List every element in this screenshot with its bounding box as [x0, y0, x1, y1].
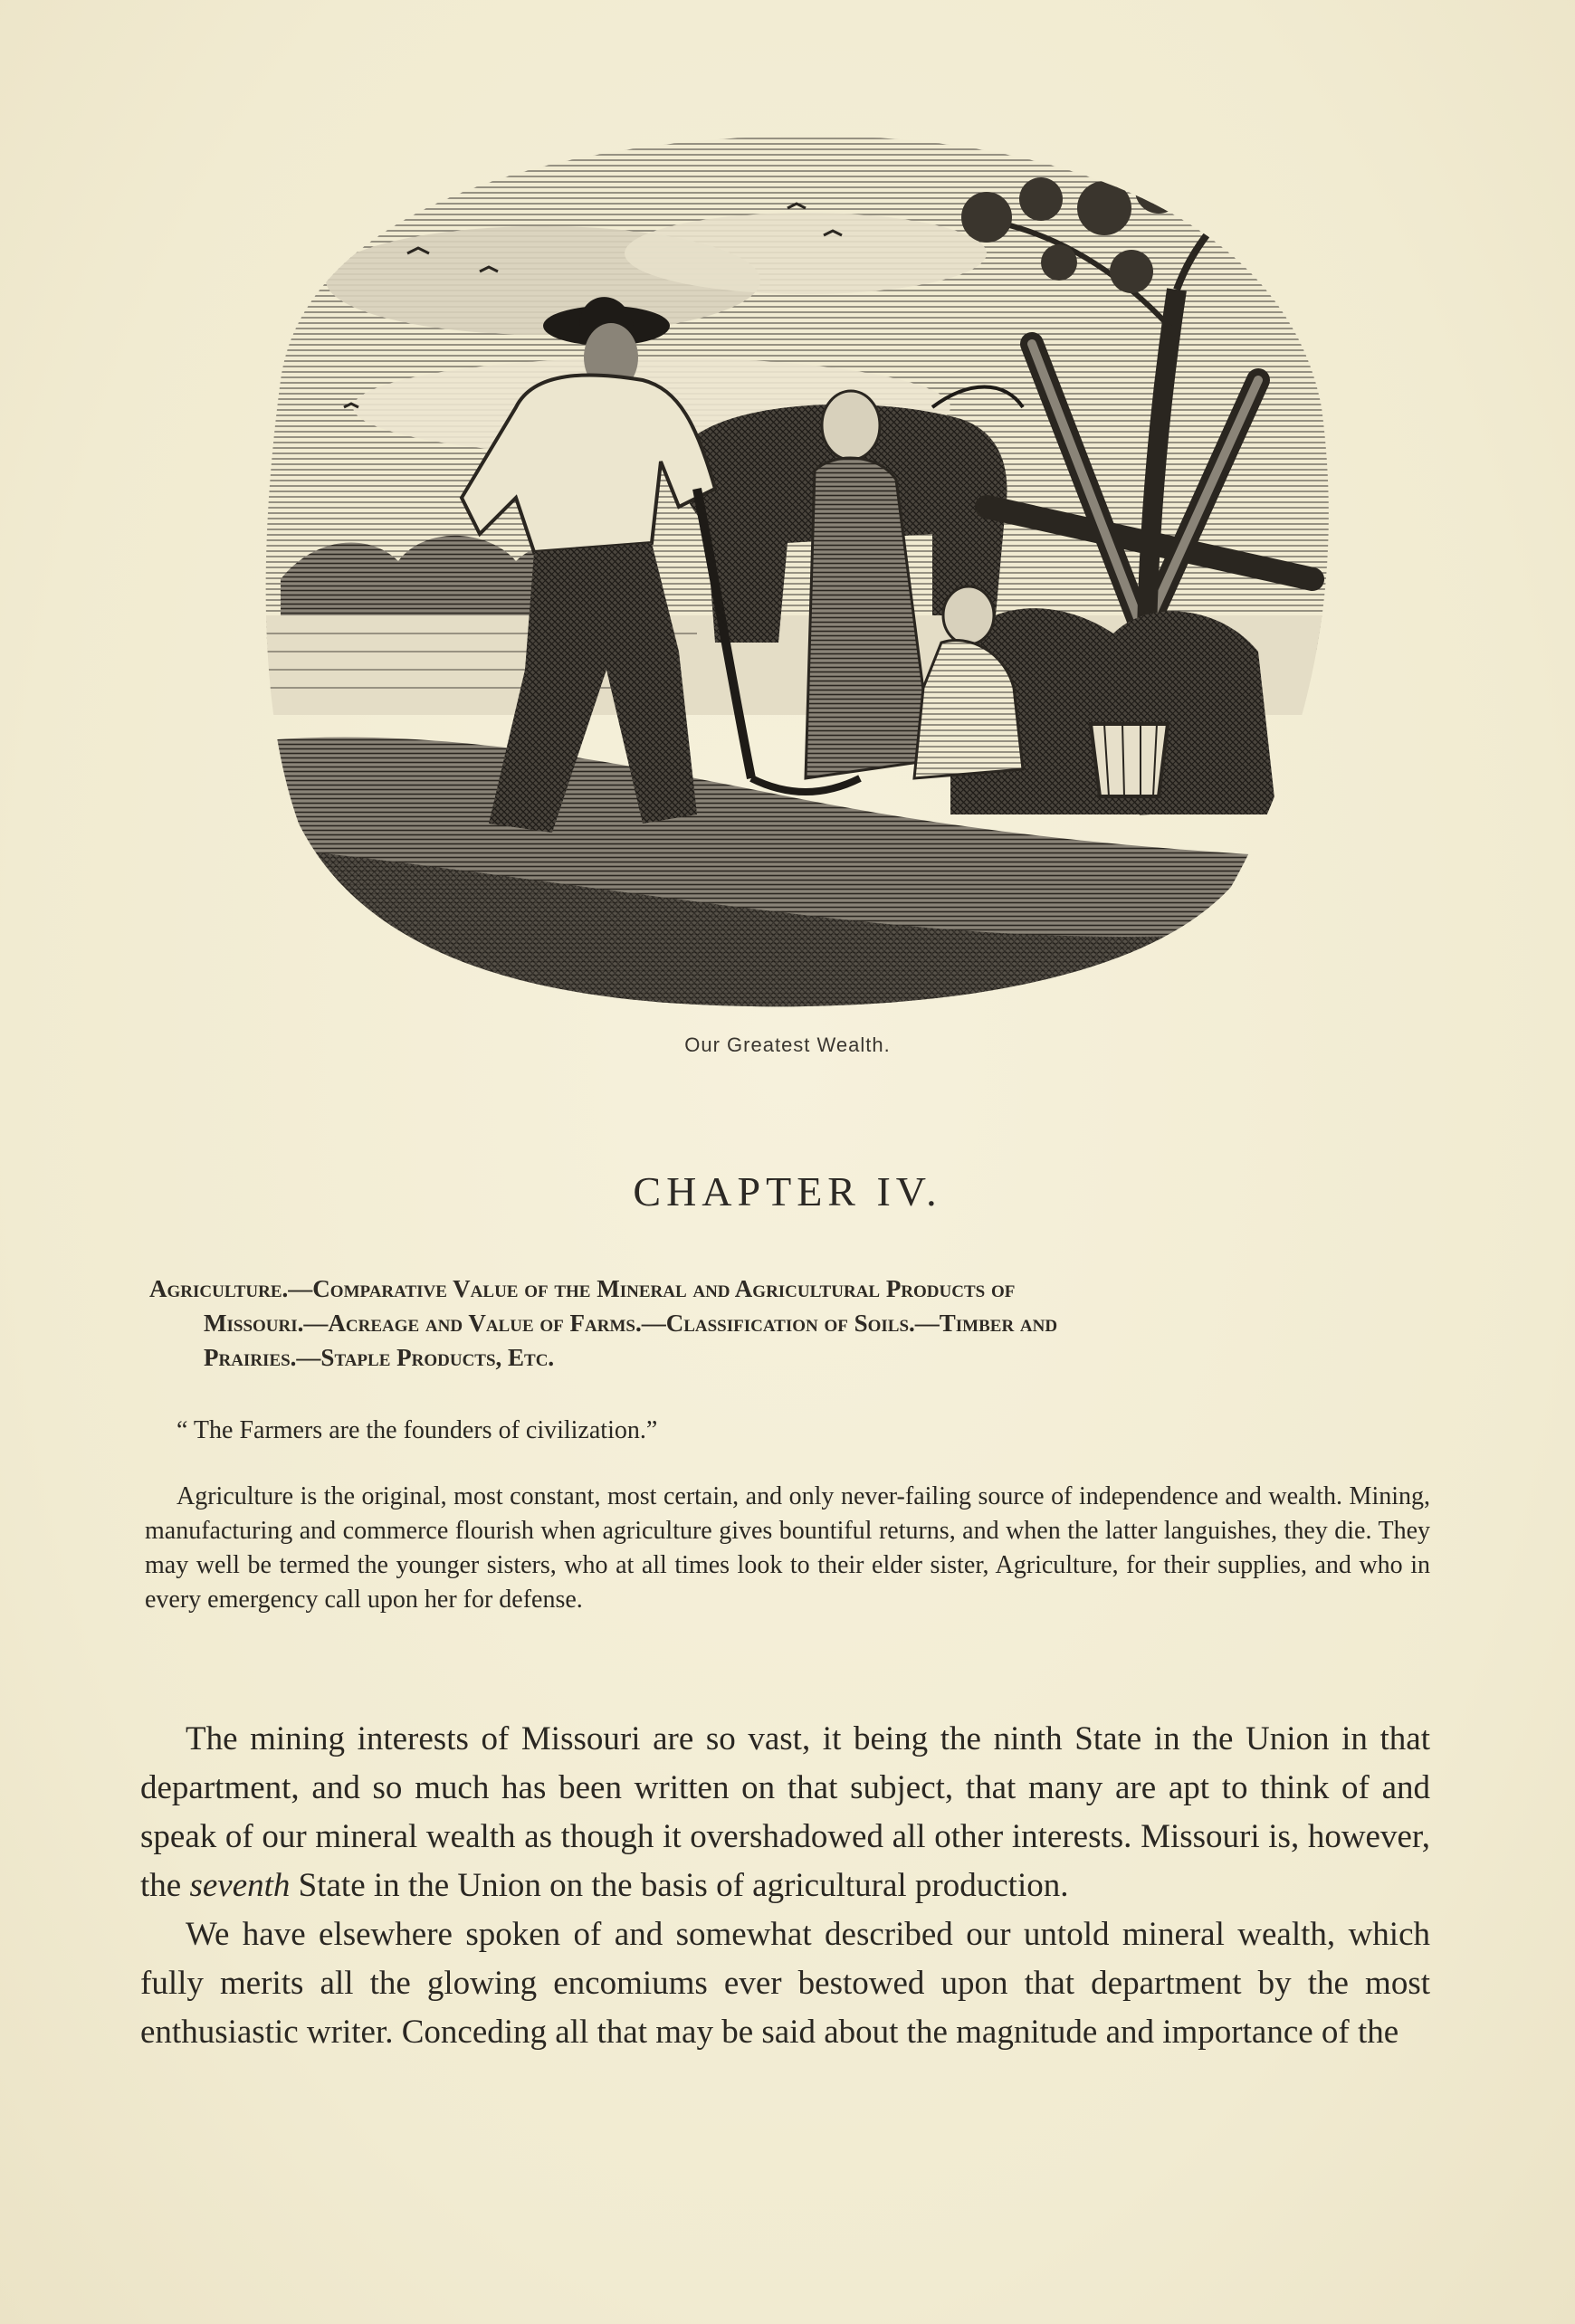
- intro-paragraph: Agriculture is the original, most constant, most certain, and only never-failing source of independence and wealth. Mining, manufacturing and commerce flourish when agriculture gives bountiful returns, and when the latter languishes, they die. They may well be termed the younger sisters, who at all times look to their elder sister, Agriculture, for their supplies, and who in every emergency call upon her for defense.: [145, 1482, 1430, 1614]
- body-paragraph-1: [140, 1715, 1430, 1910]
- engraving-farm-scene-icon: [244, 109, 1349, 1023]
- illustration-caption: Our Greatest Wealth.: [684, 1033, 891, 1056]
- body-paragraph-2: We have elsewhere spoken of and somewhat described our untold mineral wealth, which fully merits all the glowing encomiums ever bestowed upon that department by the most enthusiastic writer. Conceding all that may be said about the magnitude and importance of the: [140, 1916, 1430, 2051]
- body-p1-emphasis: seventh: [189, 1867, 291, 1904]
- body-text: [140, 1715, 1430, 2057]
- synopsis-line-2: Missouri.—Acreage and Value of Farms.—Classification of Soils.—Timber and: [204, 1310, 1058, 1337]
- chapter-synopsis: [149, 1272, 1435, 1375]
- epigraph: “ The Farmers are the founders of civilization.”: [177, 1416, 658, 1444]
- chapter-title: CHAPTER IV.: [633, 1168, 942, 1214]
- synopsis-line-1: Agriculture.—Comparative Value of the Mineral and Agricultural Products of: [149, 1275, 1016, 1302]
- body-p1-before: The mining interests of Missouri are so vast, it being the ninth State in the Union in that department, and so much has been written on that subject, that many are apt to think of and speak of our mineral wealth as though it overshadowed all other interests. Missouri is, however, the: [140, 1720, 1430, 1904]
- body-p1-after: State in the Union on the basis of agricultural production.: [290, 1867, 1069, 1904]
- synopsis-line-3: Prairies.—Staple Products, Etc.: [204, 1344, 555, 1371]
